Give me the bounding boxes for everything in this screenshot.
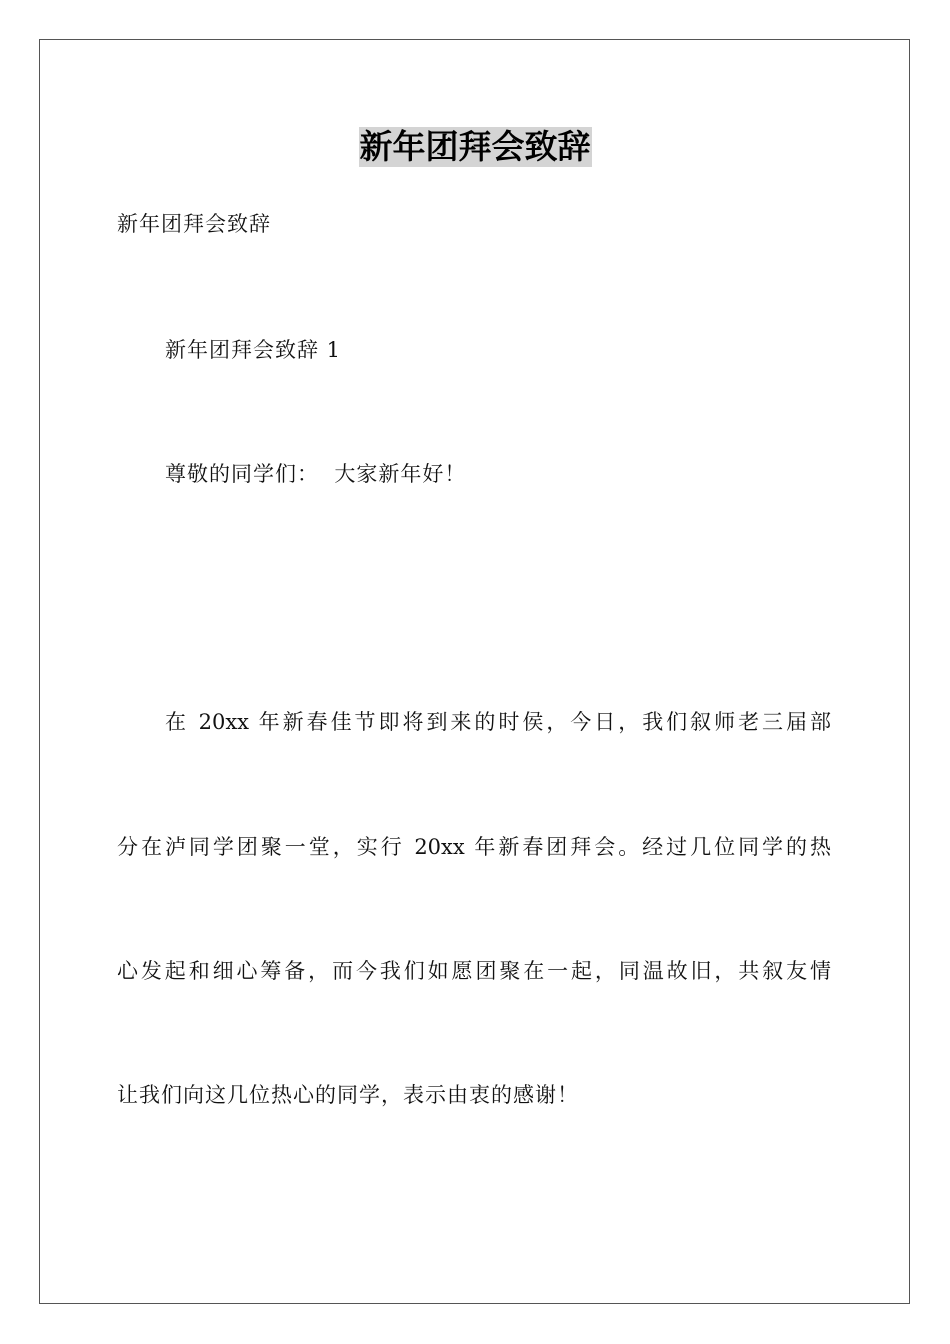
title-container bbox=[0, 127, 950, 167]
paragraph-line-2: 分在泸同学团聚一堂，实行 20xx 年新春团拜会。经过几位同学的热 bbox=[117, 835, 831, 859]
document-subtitle: 新年团拜会致辞 bbox=[117, 212, 271, 236]
greeting-line: 尊敬的同学们： 大家新年好！ bbox=[165, 462, 467, 486]
paragraph-line-4: 让我们向这几位热心的同学，表示由衷的感谢！ bbox=[117, 1083, 579, 1107]
paragraph-line-3: 心发起和细心筹备，而今我们如愿团聚在一起，同温故旧，共叙友情 bbox=[117, 959, 831, 983]
document-title: 新年团拜会致辞 bbox=[359, 127, 591, 166]
paragraph-line-1: 在 20xx 年新春佳节即将到来的时侯，今日，我们叙师老三届部 bbox=[165, 710, 831, 734]
section-heading: 新年团拜会致辞 1 bbox=[165, 338, 342, 362]
